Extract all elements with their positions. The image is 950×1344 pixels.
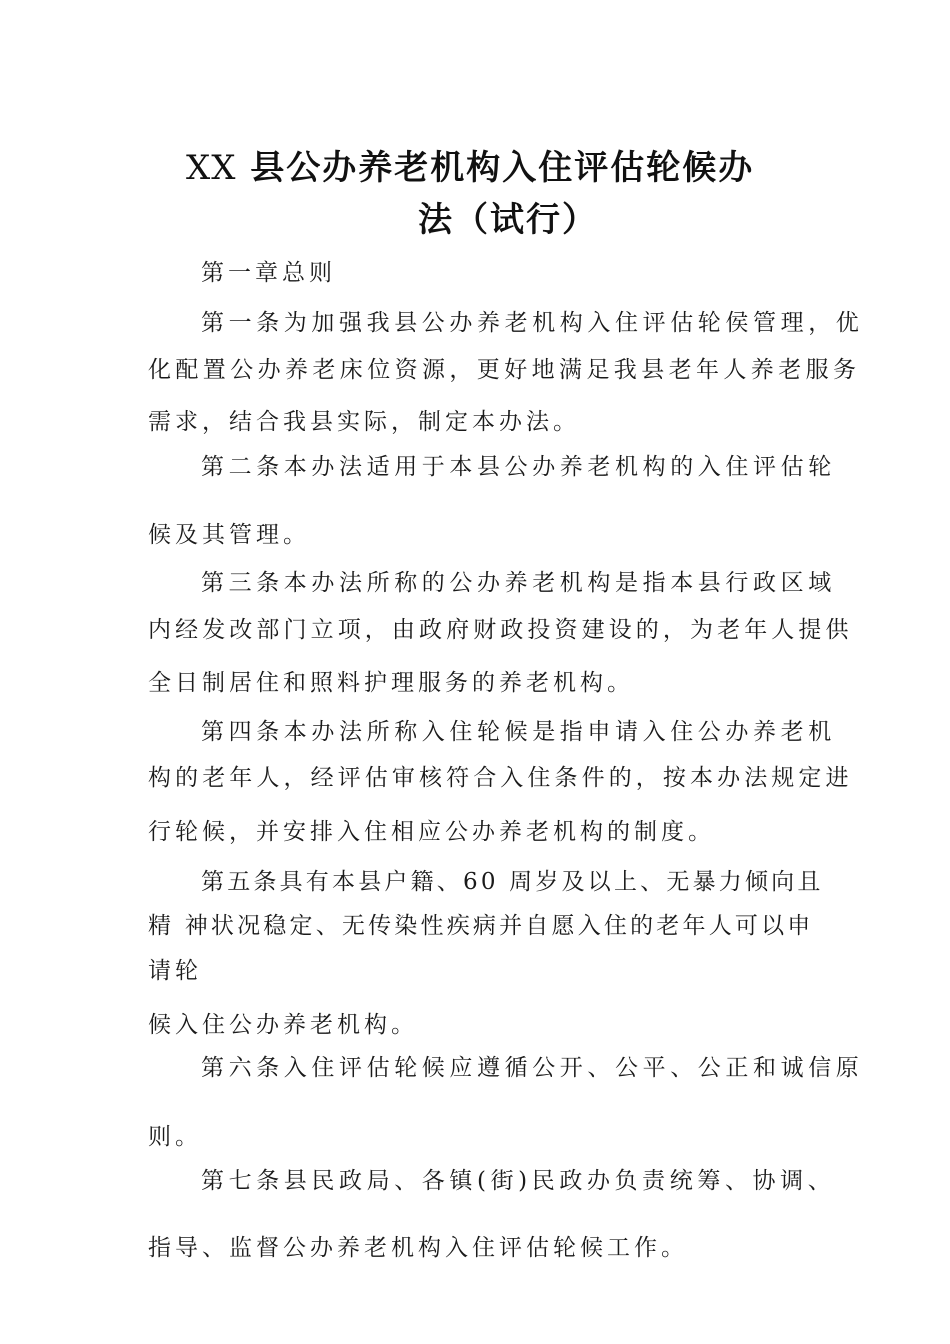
article-5-line-2: 精 神状况稳定、无传染性疾病并自愿入住的老年人可以申 (148, 913, 814, 939)
article-1-line-3: 需求，结合我县实际，制定本办法。 (148, 409, 580, 435)
article-3-line-3: 全日制居住和照料护理服务的养老机构。 (148, 670, 634, 696)
article-2-line-1: 第二条本办法适用于本县公办养老机构的入住评估轮 (201, 454, 836, 480)
chapter-heading: 第一章总则 (201, 260, 336, 286)
article-7-line-2: 指导、监督公办养老机构入住评估轮候工作。 (148, 1235, 688, 1261)
article-5-line-3: 请轮 (148, 958, 202, 984)
document-title-line-1 (186, 140, 754, 189)
article-3-line-2: 内经发改部门立项，由政府财政投资建设的，为老年人提供 (148, 617, 853, 643)
article-2-line-2: 候及其管理。 (148, 522, 310, 548)
article-6-line-1: 第六条入住评估轮候应遵循公开、公平、公正和诚信原 (201, 1055, 864, 1081)
title-main: 县公办养老机构入住评估轮候办 (236, 148, 755, 188)
article-1-line-2: 化配置公办养老床位资源，更好地满足我县老年人养老服务 (148, 357, 861, 383)
article-5-line-1: 第五条具有本县户籍、60 周岁及以上、无暴力倾向且 (201, 869, 824, 895)
document-title-line-2: 法（试行） (418, 200, 598, 240)
title-prefix: XX (186, 148, 237, 188)
article-4-line-1: 第四条本办法所称入住轮候是指申请入住公办养老机 (201, 719, 836, 745)
article-1-line-1: 第一条为加强我县公办养老机构入住评估轮侯管理，优 (201, 310, 864, 336)
article-5-line-4: 候入住公办养老机构。 (148, 1012, 418, 1038)
article-4-line-2: 构的老年人，经评估审核符合入住条件的，按本办法规定进 (148, 765, 853, 791)
article-4-line-3: 行轮候，并安排入住相应公办养老机构的制度。 (148, 819, 715, 845)
article-6-line-2: 则。 (148, 1124, 202, 1150)
article-3-line-1: 第三条本办法所称的公办养老机构是指本县行政区域 (201, 570, 836, 596)
article-7-line-1: 第七条县民政局、各镇(街)民政办负责统筹、协调、 (201, 1168, 836, 1194)
